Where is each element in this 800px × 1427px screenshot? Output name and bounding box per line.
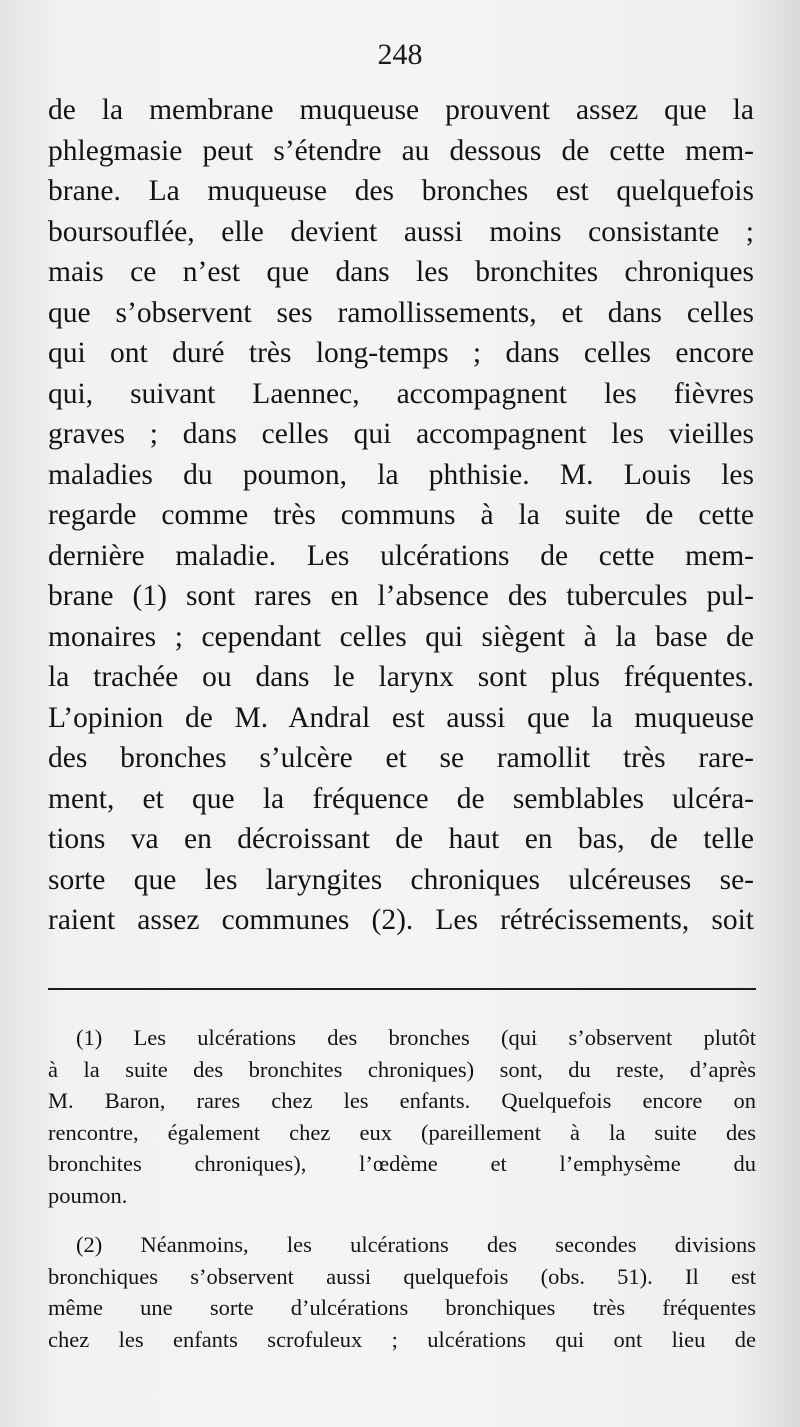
footnote-2-line: (2) Néanmoins, les ulcérations des secondes divisions (76, 1232, 756, 1257)
body-line: brane (1) sont rares en l’absence des tubercules pul- (48, 580, 754, 612)
footnote-1-line: poumon. (48, 1182, 128, 1208)
footnote-1-line: rencontre, également chez eux (pareillement à la suite des (48, 1119, 756, 1145)
body-text (48, 90, 754, 941)
body-line: mais ce n’est que dans les bronchites chroniques (48, 256, 754, 288)
footnotes (48, 1022, 756, 1355)
footnote-1-line: bronchites chroniques), l’œdème et l’emphysème du (48, 1151, 756, 1176)
body-line: boursouflée, elle devient aussi moins consistante ; (48, 215, 754, 248)
footnote-1-line: à la suite des bronchites chroniques) sont, du reste, d’après (48, 1056, 756, 1082)
body-line: L’opinion de M. Andral est aussi que la muqueuse (48, 701, 754, 734)
footnote-2-line: chez les enfants scrofuleux ; ulcérations qui ont lieu de (48, 1326, 756, 1352)
body-line: de la membrane muqueuse prouvent assez que la (48, 94, 754, 126)
body-line: des bronches s’ulcère et se ramollit très rare- (48, 742, 754, 774)
body-line: regarde comme très communs à la suite de cette (48, 499, 754, 531)
body-line: monaires ; cependant celles qui siègent à la base de (48, 620, 754, 653)
footnote-2-line: même une sorte d’ulcérations bronchiques très fréquentes (48, 1295, 756, 1320)
footnote-1-line: M. Baron, rares chez les enfants. Quelquefois encore on (48, 1088, 756, 1113)
body-line: brane. La muqueuse des bronches est quelquefois (48, 175, 754, 207)
body-line: tions va en décroissant de haut en bas, de telle (48, 823, 754, 855)
body-line: que s’observent ses ramollissements, et dans celles (48, 296, 754, 329)
body-line: sorte que les laryngites chroniques ulcéreuses se- (48, 863, 754, 896)
body-line: dernière maladie. Les ulcérations de cette mem- (48, 539, 754, 572)
body-line: phlegmasie peut s’étendre au dessous de cette mem- (48, 134, 754, 167)
body-line: ment, et que la fréquence de semblables ulcéra- (48, 782, 754, 815)
body-line: la trachée ou dans le larynx sont plus fréquentes. (48, 661, 754, 693)
body-line: qui ont duré très long-temps ; dans celles encore (48, 337, 754, 369)
body-line: raient assez communes (2). Les rétrécissements, soit (48, 904, 754, 936)
body-line: graves ; dans celles qui accompagnent les vieilles (48, 418, 754, 450)
footnote-divider (48, 988, 756, 990)
body-line: qui, suivant Laennec, accompagnent les fièvres (48, 377, 754, 410)
page-number: 248 (377, 38, 423, 71)
footnote-2-line: bronchiques s’observent aussi quelquefois (obs. 51). Il est (48, 1263, 756, 1289)
footnote-spacer (48, 1211, 756, 1229)
footnote-1-line: (1) Les ulcérations des bronches (qui s’observent plutôt (76, 1025, 756, 1050)
body-line: maladies du poumon, la phthisie. M. Louis les (48, 458, 754, 491)
